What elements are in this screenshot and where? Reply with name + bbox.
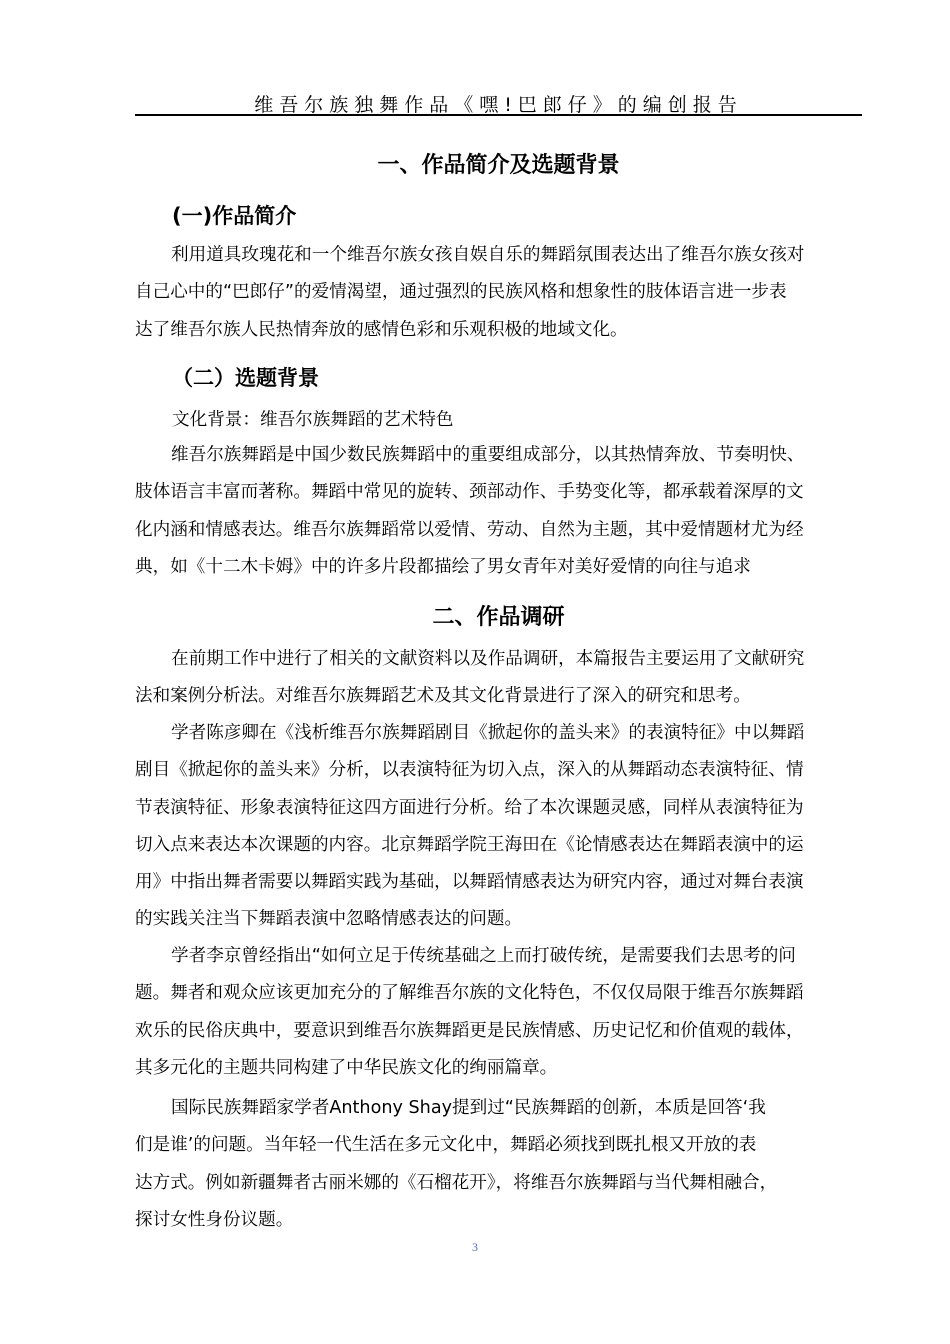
text-line: 欢乐的民俗庆典中，要意识到维吾尔族舞蹈更是民族情感、历史记忆和价值观的载体， <box>135 1020 804 1041</box>
subsection-heading-intro: (一)作品简介 <box>172 204 297 228</box>
paragraph-background <box>135 437 862 586</box>
text-line: 自己心中的“巴郎仔”的爱情渴望，通过强烈的民族风格和想象性的肢体语言进一步表 <box>135 282 787 303</box>
section-heading-research: 二、作品调研 <box>432 605 565 630</box>
text-line: 切入点来表达本次课题的内容。北京舞蹈学院王海田在《论情感表达在舞蹈表演中的运 <box>135 834 804 855</box>
text-line: 的实践关注当下舞蹈表演中忽略情感表达的问题。 <box>135 909 523 930</box>
text-line: 维吾尔族舞蹈是中国少数民族舞蹈中的重要组成部分，以其热情奔放、节奏明快、 <box>171 445 805 465</box>
page-number: 3 <box>472 1240 478 1254</box>
section-heading-intro: 一、作品简介及选题背景 <box>377 153 620 178</box>
text-line: 题。舞者和观众应该更加充分的了解维吾尔族的文化特色，不仅仅局限于维吾尔族舞蹈 <box>135 983 804 1004</box>
text-line: 典，如《十二木卡姆》中的许多片段都描绘了男女青年对美好爱情的向往与追求 <box>135 556 751 577</box>
text-line: 达了维吾尔族人民热情奔放的感情色彩和乐观积极的地域文化。 <box>135 319 628 340</box>
paragraph-research-2 <box>135 715 862 939</box>
text-line: 其多元化的主题共同构建了中华民族文化的绚丽篇章。 <box>135 1057 558 1078</box>
running-header: 维吾尔族独舞作品《嘿!巴郎仔》的编创报告 <box>254 94 743 116</box>
text-line: 国际民族舞蹈家学者Anthony Shay提到过“民族舞蹈的创新，本质是回答‘我 <box>171 1098 766 1118</box>
paragraph-research-3 <box>135 938 862 1087</box>
text-line: 节表演特征、形象表演特征这四方面进行分析。给了本次课题灵感，同样从表演特征为 <box>135 797 804 818</box>
text-line: 在前期工作中进行了相关的文献资料以及作品调研，本篇报告主要运用了文献研究 <box>171 649 805 669</box>
text-line: 利用道具玫瑰花和一个维吾尔族女孩自娱自乐的舞蹈氛围表达出了维吾尔族女孩对 <box>171 245 805 265</box>
text-line: 学者李京曾经指出“如何立足于传统基础之上而打破传统，是需要我们去思考的问 <box>171 946 796 966</box>
text-line: 达方式。例如新疆舞者古丽米娜的《石榴花开》，将维吾尔族舞蹈与当代舞相融合， <box>135 1172 778 1193</box>
text-line: 探讨女性身份议题。 <box>135 1209 294 1230</box>
text-line: 学者陈彦卿在《浅析维吾尔族舞蹈剧目《掀起你的盖头来》的表演特征》中以舞蹈 <box>171 723 805 743</box>
background-label: 文化背景：维吾尔族舞蹈的艺术特色 <box>172 410 454 430</box>
text-line: 法和案例分析法。对维吾尔族舞蹈艺术及其文化背景进行了深入的研究和思考。 <box>135 686 751 707</box>
text-line: 们是谁’的问题。当年轻一代生活在多元文化中，舞蹈必须找到既扎根又开放的表 <box>135 1135 757 1156</box>
paragraph-intro <box>135 237 862 349</box>
text-line: 肢体语言丰富而著称。舞蹈中常见的旋转、颈部动作、手势变化等，都承载着深厚的文 <box>135 482 804 503</box>
text-line: 用》中指出舞者需要以舞蹈实践为基础，以舞蹈情感表达为研究内容，通过对舞台表演 <box>135 872 804 893</box>
header-rule <box>135 114 862 116</box>
text-line: 剧目《掀起你的盖头来》分析，以表演特征为切入点，深入的从舞蹈动态表演特征、情 <box>135 760 804 781</box>
text-line: 化内涵和情感表达。维吾尔族舞蹈常以爱情、劳动、自然为主题，其中爱情题材尤为经 <box>135 519 804 540</box>
paragraph-research-1 <box>135 641 862 716</box>
paragraph-research-4 <box>135 1090 862 1239</box>
subsection-heading-background: （二）选题背景 <box>172 366 319 390</box>
